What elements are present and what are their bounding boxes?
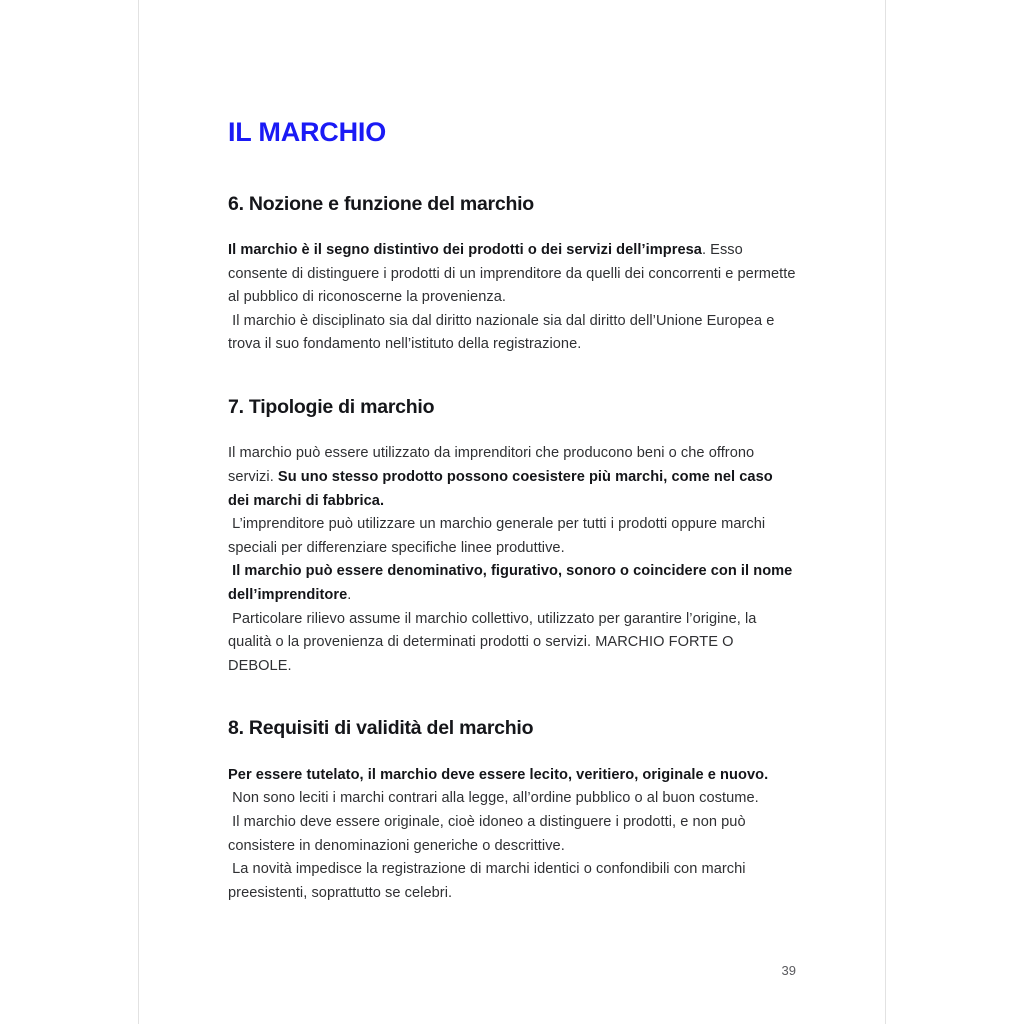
paragraph (228, 239, 800, 310)
text-run: Non sono leciti i marchi contrari alla legge, all’ordine pubblico o al buon costume. (228, 790, 759, 807)
paragraph (228, 858, 796, 905)
section-list (228, 192, 800, 906)
text-run: Particolare rilievo assume il marchio collettivo, utilizzato per garantire l’origine, la qualità o la provenienza di determinati prodotti o servizi. MARCHIO FORTE O DEBOLE. (228, 610, 761, 674)
paragraph (228, 764, 796, 788)
paragraph (228, 310, 796, 357)
paragraph (228, 513, 796, 560)
paragraph (228, 560, 796, 607)
text-run: . Esso consente di distinguere i prodotti di un imprenditore da quelli dei concorrenti e permette al pubblico di riconoscerne la provenienza. (228, 242, 800, 306)
document-section (228, 192, 800, 357)
paragraph-group (228, 239, 800, 357)
section-heading: 8. Requisiti di validità del marchio (228, 717, 534, 740)
section-heading: 7. Tipologie di marchio (228, 396, 435, 419)
text-run: La novità impedisce la registrazione di marchi identici o confondibili con marchi preesistenti, soprattutto se celebri. (228, 861, 750, 901)
paragraph (228, 787, 796, 811)
page-sheet (139, 0, 885, 1024)
page-right-rule (885, 0, 886, 1024)
paragraph (228, 442, 796, 513)
paragraph (228, 608, 796, 679)
document-section (228, 716, 796, 905)
paragraph-group (228, 442, 796, 678)
text-run-bold: Il marchio è il segno distintivo dei prodotti o dei servizi dell’impresa (228, 242, 702, 259)
page-title: IL MARCHIO (228, 117, 386, 147)
section-heading: 6. Nozione e funzione del marchio (228, 192, 534, 215)
text-run: Il marchio può essere utilizzato da imprenditori che producono beni o che offrono servizi. (228, 445, 759, 485)
text-run: L’imprenditore può utilizzare un marchio generale per tutti i prodotti oppure marchi speciali per differenziare specifiche linee produttive. (228, 516, 770, 556)
text-run: Il marchio deve essere originale, cioè idoneo a distinguere i prodotti, e non può consistere in denominazioni generiche o descrittive. (228, 813, 750, 854)
page-number: 39 (781, 963, 796, 978)
text-run-bold: Su uno stesso prodotto possono coesistere più marchi, come nel caso dei marchi di fabbrica. (228, 469, 777, 509)
paragraph-group (228, 764, 796, 906)
text-run: Il marchio è disciplinato sia dal diritto nazionale sia dal diritto dell’Unione Europea e trova il suo fondamento nell’istituto della registrazione. (228, 312, 779, 353)
page-content (228, 117, 800, 905)
paragraph (228, 811, 796, 858)
text-run: . (347, 586, 352, 603)
document-section (228, 395, 796, 678)
text-run-bold: Per essere tutelato, il marchio deve essere lecito, veritiero, originale e nuovo. (228, 766, 769, 783)
text-run-bold: Il marchio può essere denominativo, figurativo, sonoro o coincidere con il nome dell’imprenditore (228, 563, 797, 603)
